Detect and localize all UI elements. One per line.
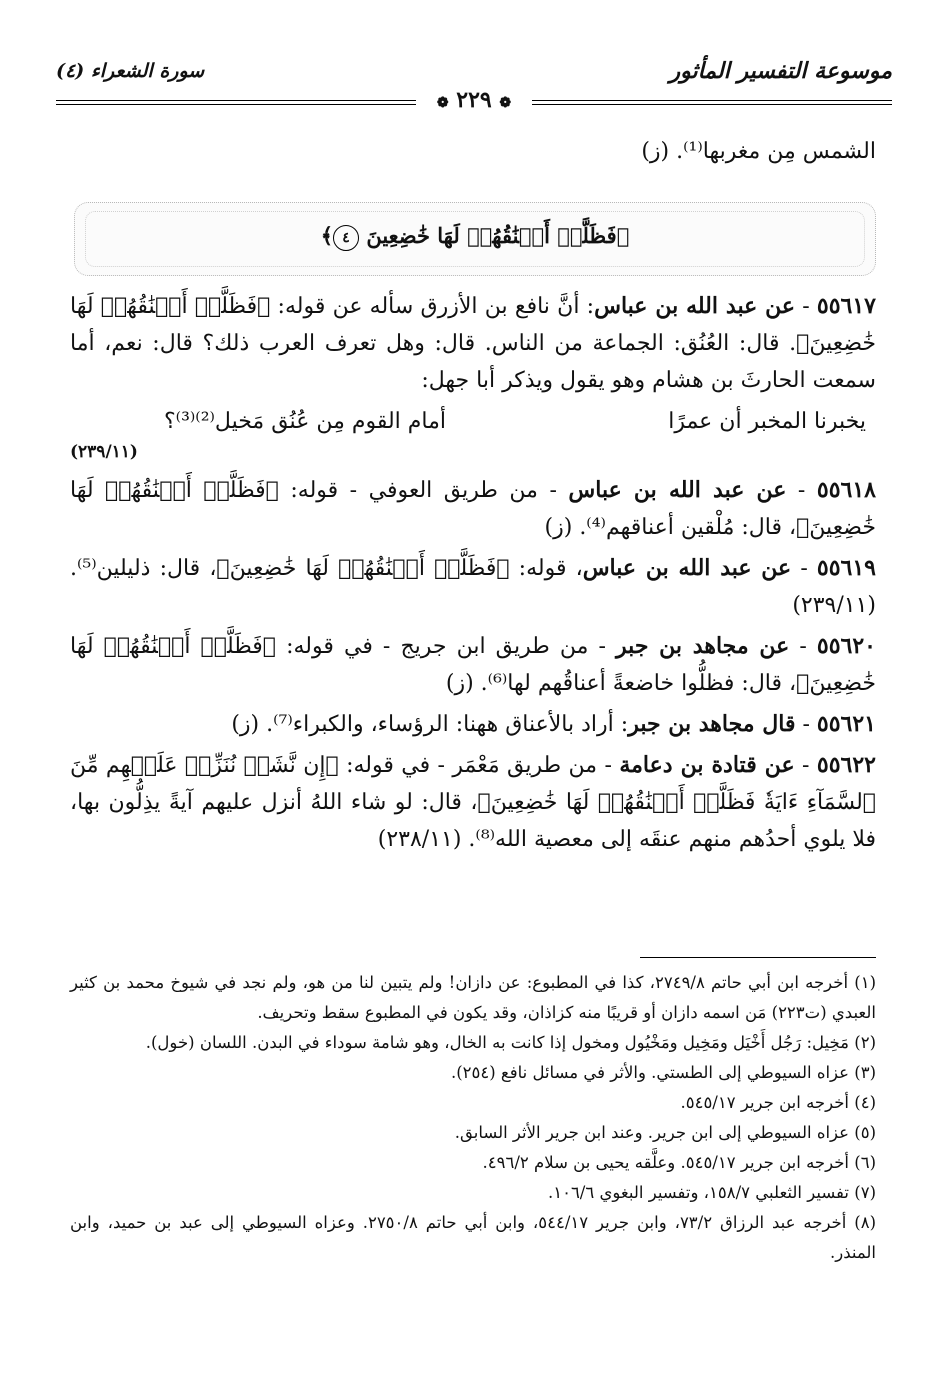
narration-text: : أنَّ نافع بن الأزرق سأله عن قوله: ﴿فَظَلَّتۡ أَعۡنَٰقُهُمۡ لَهَا خَٰضِعِينَ﴾. قال: العُنُق: الجماعة من الناس. قال: وهل تعرف العرب ذلك؟ قال: نعم، أما سمعت الحارثَ بن هشام وهو يقول ويذكر أبا جهل: [70,294,876,393]
volume-reference: (٢٣٩/١١) [70,442,138,462]
header-rule-left [56,100,416,101]
narration-entry: ٥٥٦١٩ - عن عبد الله بن عباس، قوله: ﴿فَظَلَّتۡ أَعۡنَٰقُهُمۡ لَهَا خَٰضِعِينَ﴾، قال: ذليلين⁽⁵⁾. (٢٣٩/١١) [70,555,876,618]
footnotes [70,968,876,1268]
narration-entry: ٥٥٦١٨ - عن عبد الله بن عباس - من طريق العوفي - قوله: ﴿فَظَلَّتۡ أَعۡنَٰقُهُمۡ لَهَا خَٰضِعِينَ﴾، قال: مُلْقين أعناقهم⁽⁴⁾. (ز) [70,477,876,540]
surah-title: سورة الشعراء (٤) [56,60,205,82]
narration-text: - من طريق ابن جريج - في قوله: ﴿فَظَلَّتۡ أَعۡنَٰقُهُمۡ لَهَا خَٰضِعِينَ﴾، قال: فظلُّوا خاضعةً أعناقُهم لها⁽⁶⁾. (ز) [70,634,876,696]
narrator: عن عبد الله بن عباس [594,293,795,319]
ornament-icon: ❁ [499,95,512,111]
footnote: (١) أخرجه ابن أبي حاتم ٢٧٤٩/٨، كذا في المطبوع: عن دازان! ولم يتبين لنا من هو، ولم نجد في شيوخ محمد بن كثير العبدي (ت٢٢٣) مَن اسمه دازان أو قريبًا منه كزاذان، وقد يكون في المطبوع سقط وتحريف. [70,973,876,1022]
quran-verse [75,223,875,251]
verse-frame [74,202,876,276]
page-number: ٢٢٩ [456,87,492,113]
poem-verse [70,403,876,440]
poem-second-hemistich: أمام القوم مِن عُنُق مَخيل⁽²⁾⁽³⁾؟ [163,409,446,434]
narrator: عن مجاهد بن جبر [616,633,790,659]
footnote: (٨) أخرجه عبد الرزاق ٧٣/٢، وابن جرير ٥٤٤/١٧، وابن أبي حاتم ٢٧٥٠/٨. وعزاه السيوطي إلى عبد بن حميد، وابن المنذر. [70,1213,877,1262]
continued-text: الشمس مِن مغربها⁽¹⁾. (ز) [641,139,876,164]
narration-entry: ٥٥٦٢١ - قال مجاهد بن جبر: أراد بالأعناق ههنا: الرؤساء، والكبراء⁽⁷⁾. (ز) [231,711,876,737]
narration-entry: ٥٥٦٢٢ - عن قتادة بن دعامة - من طريق مَعْمَر - في قوله: ﴿إِن نَّشَأۡ نُنَزِّلۡ عَلَيۡهِم مِّنَ ٱلسَّمَآءِ ءَايَةٗ فَظَلَّتۡ أَعۡنَٰقُهُمۡ لَهَا خَٰضِعِينَ﴾، قال: لو شاء اللهُ أنزل عليهم آيةً يذِلُّون بها، فلا يلوي أحدُهم منهم عنقَه إلى معصية الله⁽⁸⁾. (٢٣٨/١١) [70,752,876,852]
narration-text: - من طريق العوفي - قوله: ﴿فَظَلَّتۡ أَعۡنَٰقُهُمۡ لَهَا خَٰضِعِينَ﴾، قال: مُلْقين أعناقهم⁽⁴⁾. (ز) [70,478,876,540]
narration-number: ٥٥٦٢١ [816,711,876,737]
narration-text: : أراد بالأعناق ههنا: الرؤساء، والكبراء⁽⁷⁾. (ز) [231,712,629,737]
narration-text: - من طريق مَعْمَر - في قوله: ﴿إِن نَّشَأۡ نُنَزِّلۡ عَلَيۡهِم مِّنَ ٱلسَّمَآءِ ءَايَةٗ فَظَلَّتۡ أَعۡنَٰقُهُمۡ لَهَا خَٰضِعِينَ﴾، قال: لو شاء اللهُ أنزل عليهم آيةً يذِلُّون بها، فلا يلوي أحدُهم منهم عنقَه إلى معصية الله⁽⁸⁾. (٢٣٨/١١) [70,753,876,852]
footnote: (٣) عزاه السيوطي إلى الطستي. والأثر في مسائل نافع (٢٥٤). [450,1063,876,1082]
header-rule-right [532,100,892,101]
footnote: (٢) مَخِيل: رَجُل أَخْيَل ومَخِيل ومَخْيُول ومخول إذا كانت به الخال، وهو شامة سوداء في البدن. اللسان (خول). [145,1033,876,1052]
page-header [56,40,892,112]
footnote: (٥) عزاه السيوطي إلى ابن جرير. وعند ابن جرير الأثر السابق. [454,1123,876,1142]
narrator: عن عبد الله بن عباس [568,477,787,503]
ornament-icon: ❁ [436,95,449,111]
footnote: (٤) أخرجه ابن جرير ٥٤٥/١٧. [680,1093,876,1112]
narrator: قال مجاهد بن جبر [628,711,796,737]
page-number-block [416,87,532,113]
narration-entry: ٥٥٦١٧ - عن عبد الله بن عباس: أنَّ نافع بن الأزرق سأله عن قوله: ﴿فَظَلَّتۡ أَعۡنَٰقُهُمۡ لَهَا خَٰضِعِينَ﴾. قال: العُنُق: الجماعة من الناس. قال: وهل تعرف العرب ذلك؟ قال: نعم، أما سمعت الحارثَ بن هشام وهو يقول ويذكر أبا جهل: [70,293,876,393]
narrator: عن قتادة بن دعامة [619,752,795,778]
book-title: موسوعة التفسير المأثور [669,58,892,84]
narration-entry: ٥٥٦٢٠ - عن مجاهد بن جبر - من طريق ابن جريج - في قوله: ﴿فَظَلَّتۡ أَعۡنَٰقُهُمۡ لَهَا خَٰضِعِينَ﴾، قال: فظلُّوا خاضعةً أعناقُهم لها⁽⁶⁾. (ز) [70,633,876,696]
verse-close-bracket: ﴾ [320,223,334,248]
narration-number: ٥٥٦١٧ [816,293,876,319]
footnote-separator [640,957,876,958]
poem-first-hemistich: يخبرنا المخبر أن عمرًا [668,409,866,434]
main-text [70,288,876,862]
ayah-number: ٤ [333,225,359,251]
narrator: عن عبد الله بن عباس [582,555,792,581]
narration-text: ، قوله: ﴿فَظَلَّتۡ أَعۡنَٰقُهُمۡ لَهَا خَٰضِعِينَ﴾، قال: ذليلين⁽⁵⁾. (٢٣٩/١١) [70,556,876,618]
footnote: (٧) تفسير الثعلبي ١٥٨/٧، وتفسير البغوي ١٠٦/٦. [547,1183,876,1202]
narration-number: ٥٥٦٢٢ [816,752,876,778]
narration-number: ٥٥٦١٨ [816,477,876,503]
narration-number: ٥٥٦٢٠ [816,633,876,659]
footnote: (٦) أخرجه ابن جرير ٥٤٥/١٧. وعلَّقه يحيى بن سلام ٤٩٦/٢. [482,1153,876,1172]
narration-number: ٥٥٦١٩ [816,555,876,581]
verse-text: ﴿فَظَلَّتۡ أَعۡنَٰقُهُمۡ لَهَا خَٰضِعِينَ [366,223,630,248]
